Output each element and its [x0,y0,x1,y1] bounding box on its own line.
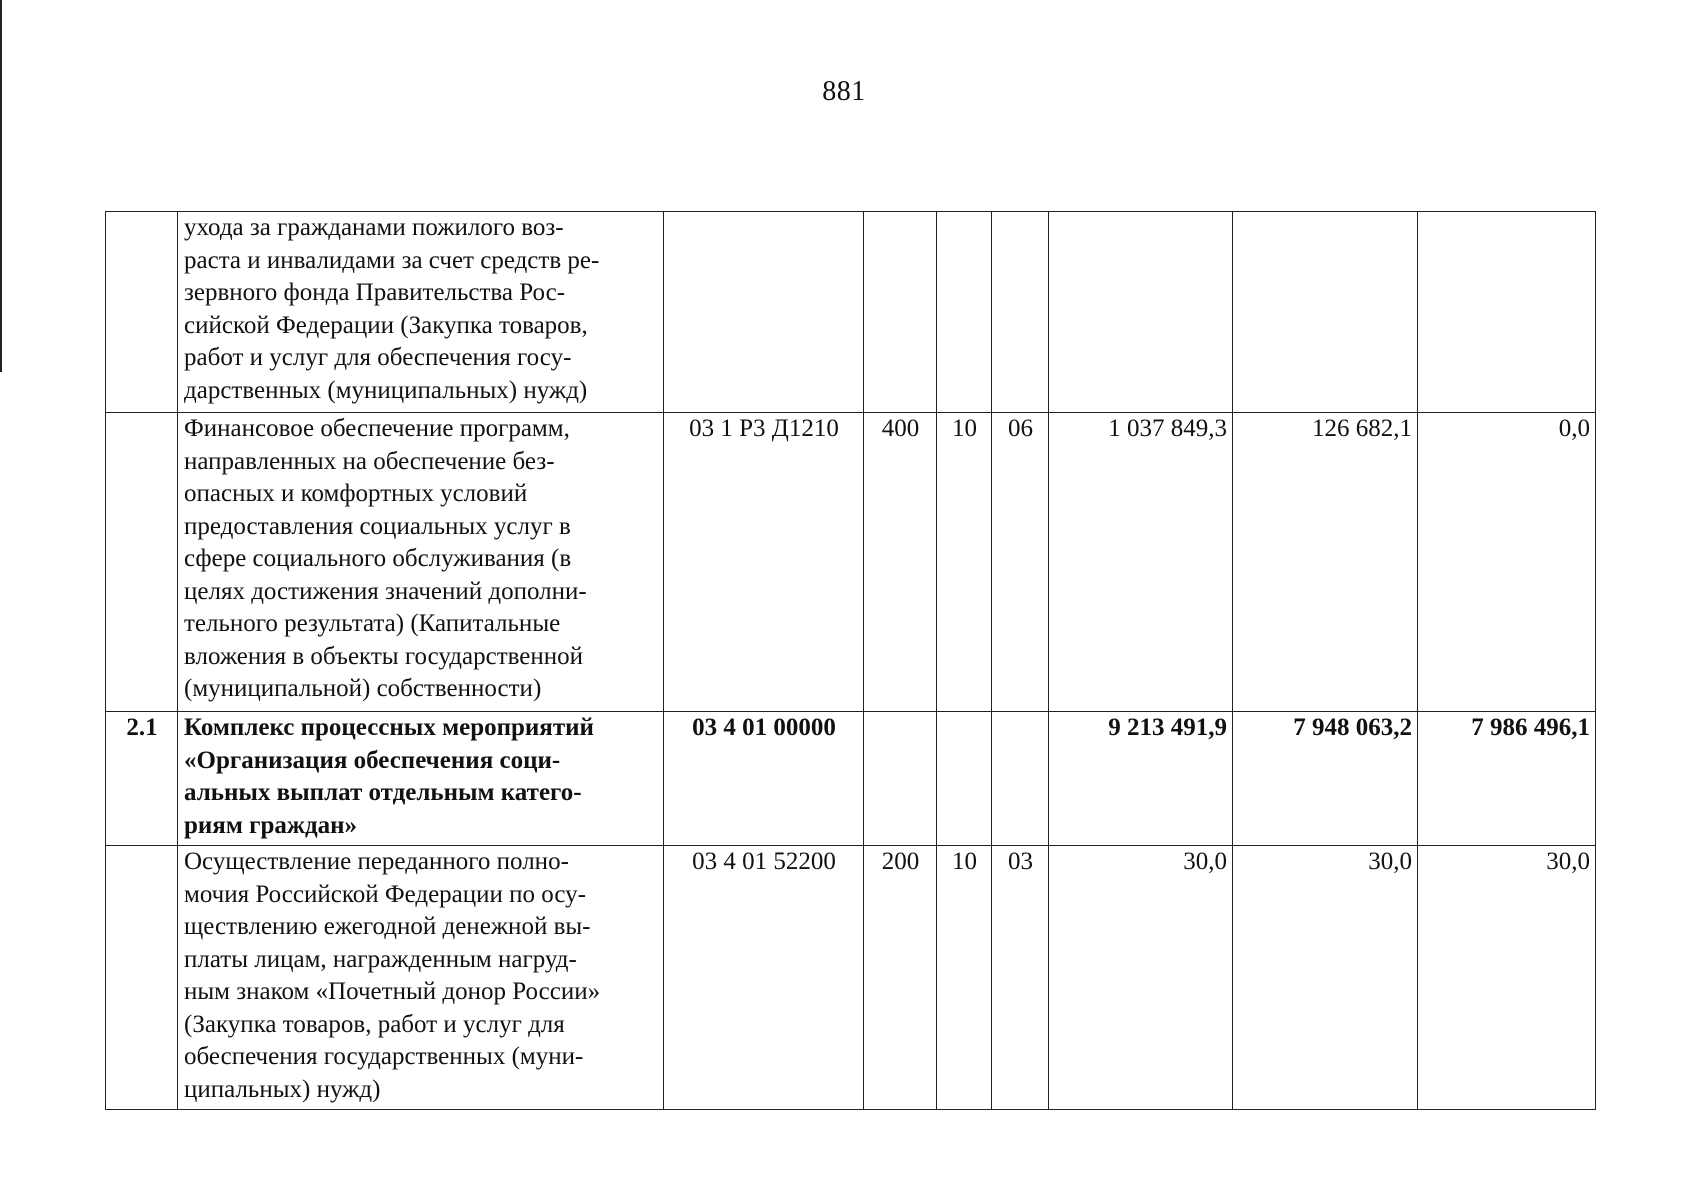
table-row [106,846,1596,1110]
table-row [106,212,1596,413]
table-row [106,413,1596,712]
row-target-code: 03 1 Р3 Д1210 [664,413,864,712]
row-name [178,212,664,413]
row-section: 10 [937,846,992,1110]
row-expense-type [864,212,937,413]
row-name-text: ухода за гражданами пожилого воз- раста и инвалидами за счет средств ре- зервного фонда Правительства Рос- сийской Федерации (Закупка товаров, работ и услуг для обеспечения госу- дарственных (муниципальных) нужд) [184,214,600,404]
row-amount-3: 7 986 496,1 [1418,712,1596,846]
row-amount-1 [1049,212,1233,413]
row-amount-1: 9 213 491,9 [1049,712,1233,846]
row-name-text: Комплекс процессных мероприятий «Организация обеспечения соци- альных выплат отдельным катего- риям граждан» [184,714,594,839]
table-row-section [106,712,1596,846]
row-amount-1: 1 037 849,3 [1049,413,1233,712]
page-number: 881 [822,76,866,107]
row-name [178,712,664,846]
row-subsection: 06 [992,413,1049,712]
row-section [937,212,992,413]
row-section: 10 [937,413,992,712]
row-amount-1: 30,0 [1049,846,1233,1110]
budget-table [105,211,1596,1110]
row-amount-2 [1233,212,1418,413]
row-amount-2: 7 948 063,2 [1233,712,1418,846]
row-section [937,712,992,846]
row-subsection: 03 [992,846,1049,1110]
row-name-text: Осуществление переданного полно- мочия Российской Федерации по осу- ществлению ежегодной денежной вы- платы лицам, награжденным нагруд- ным знаком «Почетный донор России» (Закупка товаров, работ и услуг для обеспечения государственных (муни- ципальных) нужд) [184,848,601,1103]
row-name [178,846,664,1110]
row-amount-3: 0,0 [1418,413,1596,712]
row-number: 2.1 [106,712,178,846]
row-name [178,413,664,712]
row-amount-3: 30,0 [1418,846,1596,1110]
row-amount-3 [1418,212,1596,413]
row-target-code: 03 4 01 00000 [664,712,864,846]
row-number [106,212,178,413]
row-number [106,846,178,1110]
row-target-code: 03 4 01 52200 [664,846,864,1110]
row-expense-type: 400 [864,413,937,712]
row-subsection [992,712,1049,846]
row-subsection [992,212,1049,413]
scan-edge-line [0,0,2,372]
row-amount-2: 30,0 [1233,846,1418,1110]
row-name-text: Финансовое обеспечение программ, направленных на обеспечение без- опасных и комфортных условий предоставления социальных услуг в сфере социального обслуживания (в целях достижения значений дополни- тельного результата) (Капитальные вложения в объекты государственной (муниципальной) собственности) [184,415,587,702]
row-expense-type [864,712,937,846]
row-expense-type: 200 [864,846,937,1110]
row-amount-2: 126 682,1 [1233,413,1418,712]
row-number [106,413,178,712]
row-target-code [664,212,864,413]
